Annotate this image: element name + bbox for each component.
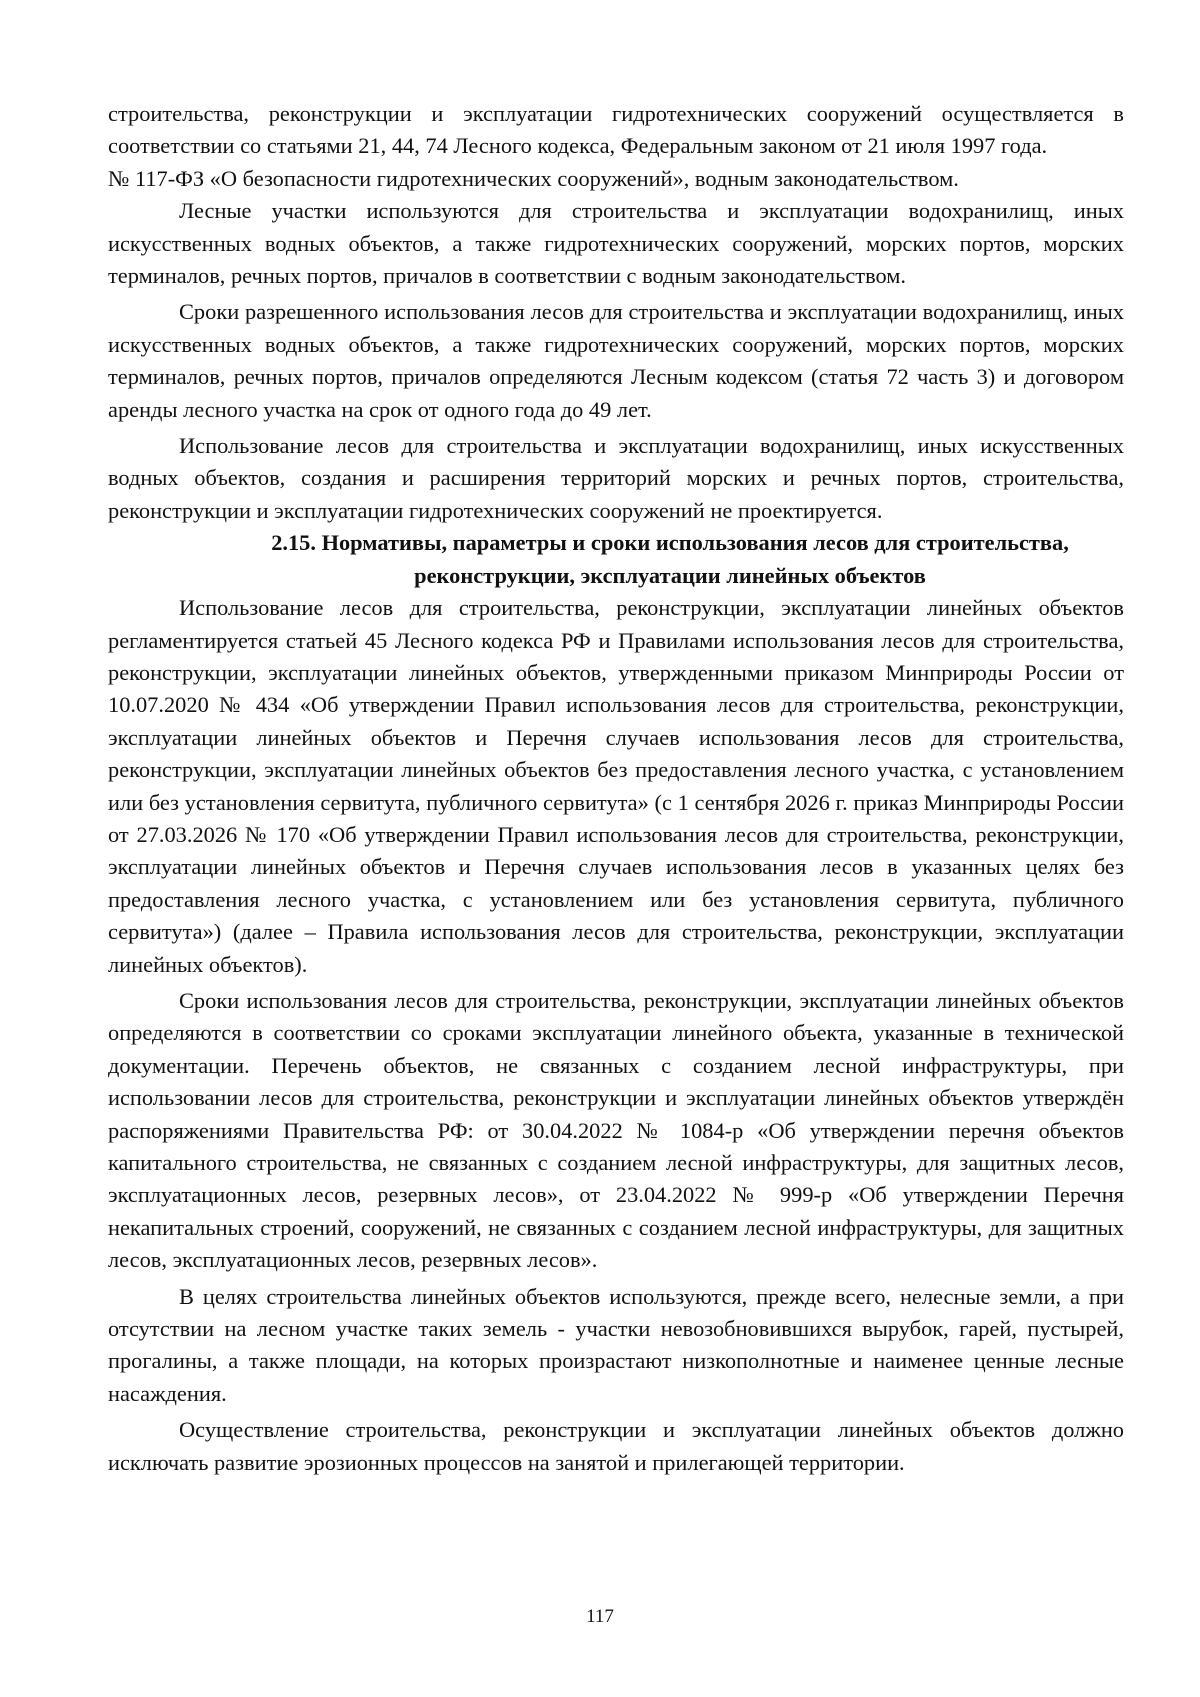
paragraph-linear-objects-terms: Сроки использования лесов для строительства, реконструкции, эксплуатации линейных объектов определяются в соответствии со сроками эксплуатации линейного объекта, указанные в технической документации. Перечень объектов, не связанных с созданием лесной инфраструктуры, при использовании лесов для строительства, реконструкции и эксплуатации линейных объектов утверждён распоряжениями Правительства РФ: от 30.04.2022 № 1084-р «Об утверждении перечня объектов капитального строительства, не связанных с созданием лесной инфраструктуры, для защитных лесов, эксплуатационных лесов, резервных лесов», от 23.04.2022 № 999-р «Об утверждении Перечня некапитальных строений, сооружений, не связанных с созданием лесной инфраструктуры, для защитных лесов, эксплуатационных лесов, резервных лесов». <box>108 987 1124 1273</box>
paragraph-linear-objects-regulation: Использование лесов для строительства, реконструкции, эксплуатации линейных объектов регламентируется статьей 45 Лесного кодекса РФ и Правилами использования лесов для строительства, реконструкции, эксплуатации линейных объектов, утвержденными приказом Минприроды России от 10.07.2020 № 434 «Об утверждении Правил использования лесов для строительства, реконструкции, эксплуатации линейных объектов и Перечня случаев использования лесов для строительства, реконструкции, эксплуатации линейных объектов без предоставления лесного участка, с установлением или без установления сервитута, публичного сервитута» (с 1 сентября 2026 г. приказ Минприроды России от 27.03.2026 № 170 «Об утверждении Правил использования лесов для строительства, реконструкции, эксплуатации линейных объектов и Перечня случаев использования лесов в указанных целях без предоставления лесного участка, с установлением или без установления сервитута, публичного сервитута») (далее – Правила использования лесов для строительства, реконструкции, эксплуатации линейных объектов). <box>108 595 1124 977</box>
paragraph-law-reference: № 117-ФЗ «О безопасности гидротехнических сооружений», водным законодательством. <box>108 165 959 191</box>
page-number: 117 <box>586 1606 614 1627</box>
paragraph-forest-plots: Лесные участки используются для строительства и эксплуатации водохранилищ, иных искусственных водных объектов, а также гидротехнических сооружений, морских портов, морских терминалов, речных портов, причалов в соответствии с водным законодательством. <box>108 198 1124 289</box>
document-body <box>108 98 1124 1479</box>
paragraph-terms: Сроки разрешенного использования лесов для строительства и эксплуатации водохранилищ, иных искусственных водных объектов, а также гидротехнических сооружений, морских портов, морских терминалов, речных портов, причалов определяются Лесным кодексом (статья 72 часть 3) и договором аренды лесного участка на срок от одного года до 49 лет. <box>108 299 1124 422</box>
paragraph-not-projected: Использование лесов для строительства и эксплуатации водохранилищ, иных искусственных водных объектов, создания и расширения территорий морских и речных портов, строительства, реконструкции и эксплуатации гидротехнических сооружений не проектируется. <box>108 433 1124 523</box>
paragraph-erosion: Осуществление строительства, реконструкции и эксплуатации линейных объектов должно исключать развитие эрозионных процессов на занятой и прилегающей территории. <box>108 1417 1124 1475</box>
paragraph-nonforest-lands: В целях строительства линейных объектов используются, прежде всего, нелесные земли, а при отсутствии на лесном участке таких земель - участки невозобновившихся вырубок, гарей, пустырей, прогалины, а также площади, на которых произрастают низкополнотные и наименее ценные лесные насаждения. <box>108 1283 1124 1406</box>
section-heading: 2.15. Нормативы, параметры и сроки использования лесов для строительства, реконструкции, эксплуатации линейных объектов <box>271 530 1069 588</box>
paragraph-continuation: строительства, реконструкции и эксплуатации гидротехнических сооружений осуществляется в соответствии со статьями 21, 44, 74 Лесного кодекса, Федеральным законом от 21 июля 1997 года. <box>108 101 1124 159</box>
